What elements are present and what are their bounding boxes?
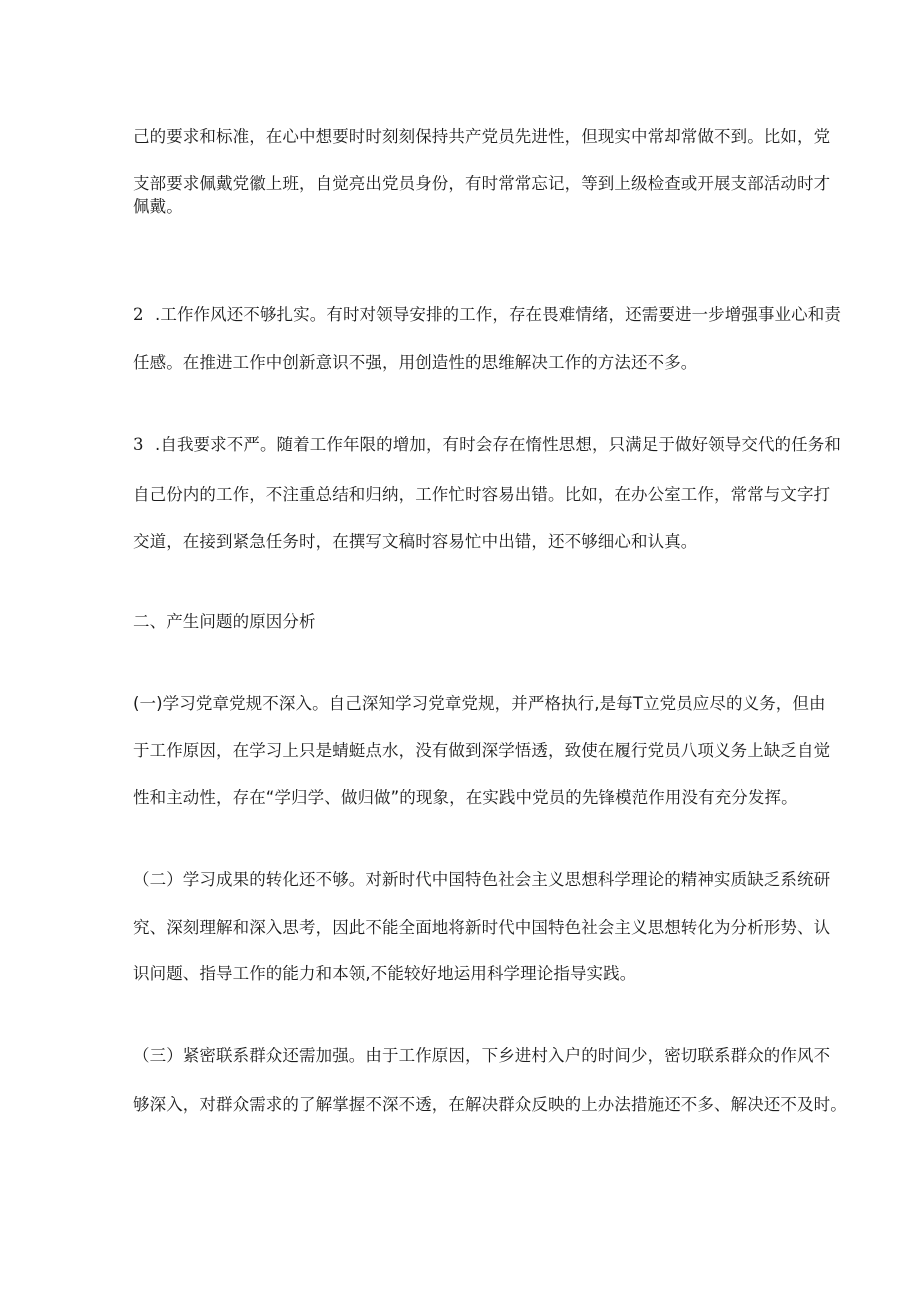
paragraph-line: （三）紧密联系群众还需加强。由于工作原因，下乡进村入户的时间少，密切联系群众的作风不: [133, 1046, 831, 1065]
paragraph-line: 交道，在接到紧急任务时，在撰写文稿时容易忙中出错，还不够细心和认真。: [133, 532, 698, 551]
paragraph-line: 任感。在推进工作中创新意识不强，用创造性的思维解决工作的方法还不多。: [133, 353, 698, 372]
paragraph-line: 究、深刻理解和深入思考，因此不能全面地将新时代中国特色社会主义思想转化为分析形势、认: [133, 918, 831, 937]
paragraph-line: 自己份内的工作，不注重总结和归纳，工作忙时容易出错。比如，在办公室工作，常常与文字打: [133, 485, 831, 504]
paragraph-line: 识问题、指导工作的能力和本领,不能较好地运用科学理论指导实践。: [133, 964, 637, 983]
numbered-item-line: [133, 434, 841, 456]
section-heading: 二、产生问题的原因分析: [133, 612, 316, 631]
paragraph-line: 够深入，对群众需求的了解掌握不深不透，在解决群众反映的上办法措施还不多、解决还不及时。: [133, 1095, 847, 1114]
paragraph-line: 性和主动性，存在“学归学、做归做”的现象，在实践中党员的先锋模范作用没有充分发挥。: [133, 788, 798, 807]
paragraph-line: 己的要求和标准，在心中想要时时刻刻保持共产党员先进性，但现实中常却常做不到。比如，党: [133, 127, 831, 146]
numbered-item-line: [133, 304, 841, 326]
paragraph-line: 于工作原因，在学习上只是蜻蜓点水，没有做到深学悟透，致使在履行党员八项义务上缺乏自觉: [133, 741, 831, 760]
item-text: .工作作风还不够扎实。有时对领导安排的工作，存在畏难情绪，还需要进一步增强事业心和责: [155, 305, 841, 324]
paragraph-line: 佩戴。: [133, 197, 183, 216]
item-text: .自我要求不严。随着工作年限的增加，有时会存在惰性思想，只满足于做好领导交代的任务和: [155, 435, 841, 454]
paragraph-line: （二）学习成果的转化还不够。对新时代中国特色社会主义思想科学理论的精神实质缺乏系统研: [133, 870, 831, 889]
paragraph-line: (一)学习党章党规不深入。自己深知学习党章党规，并严格执行,是每T立党员应尽的义务，但由: [133, 694, 826, 713]
item-number: 2: [133, 305, 144, 324]
item-number: 3: [133, 435, 144, 454]
paragraph-line: 支部要求佩戴党徽上班，自觉亮出党员身份，有时常常忘记，等到上级检查或开展支部活动时才: [133, 174, 831, 193]
